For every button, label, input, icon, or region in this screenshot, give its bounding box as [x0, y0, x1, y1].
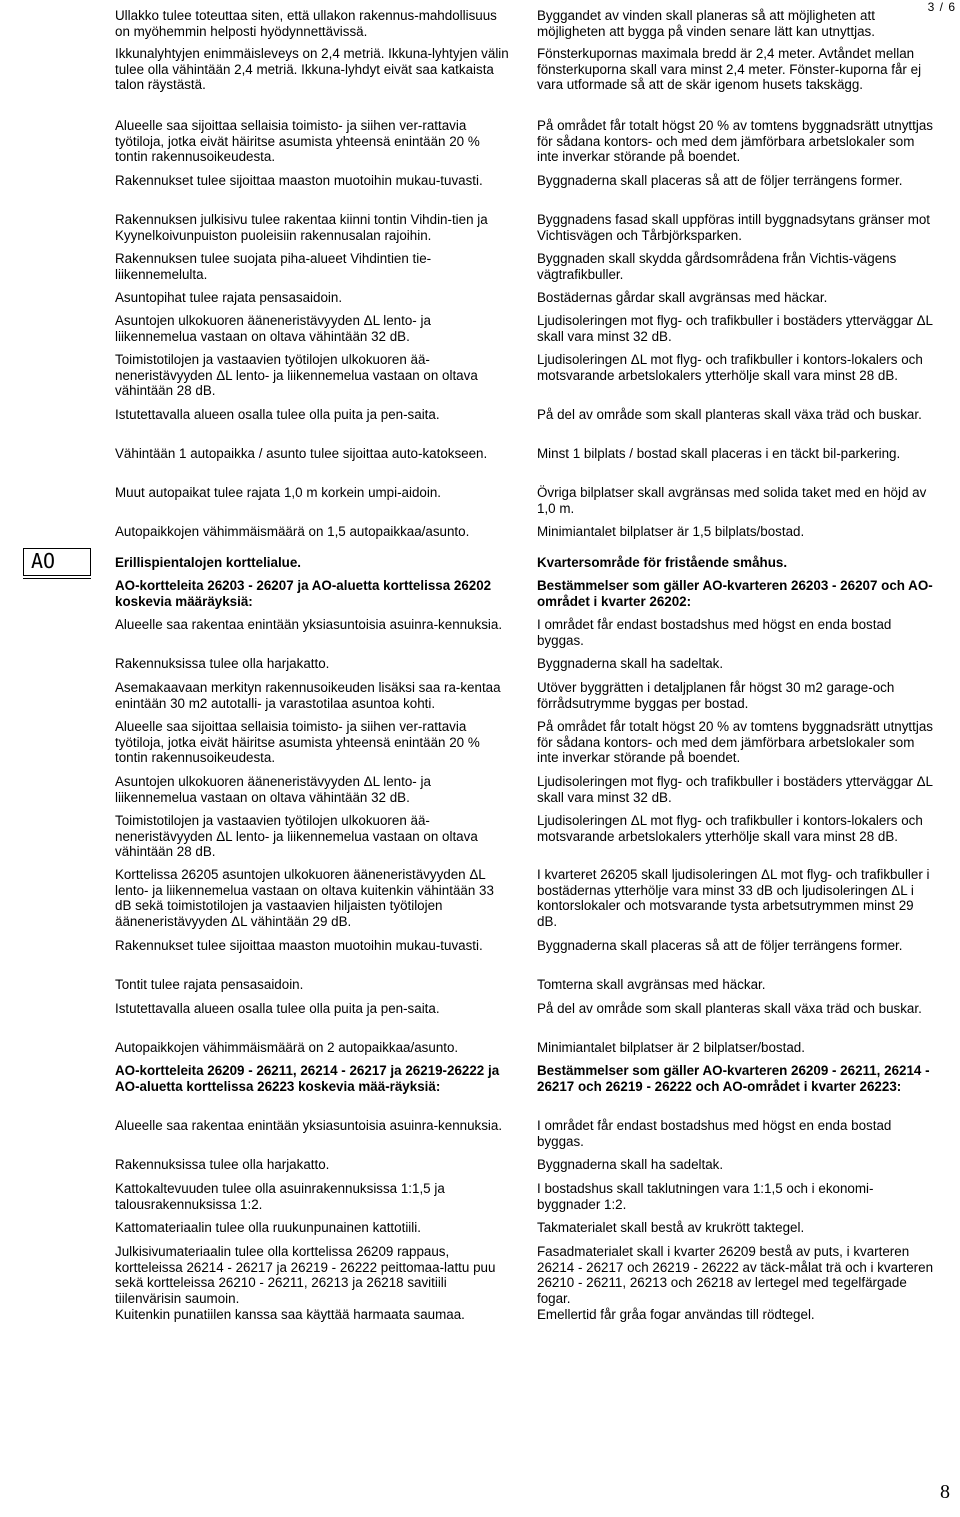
fi-paragraph: Rakennukset tulee sijoittaa maaston muotoihin mukau-tuvasti.: [115, 938, 483, 953]
fi-paragraph: Tontit tulee rajata pensasaidoin.: [115, 977, 304, 992]
sv-paragraph: På området får totalt högst 20 % av tomtens byggnadsrätt utnyttjas för sådana kontors- och med dem jämförbara arbetslokaler som inte inverkar störande på boendet.: [537, 719, 933, 766]
fi-paragraph: Toimistotilojen ja vastaavien työtilojen ulkokuoren ää-neneristävyyden ΔL lento- ja liikennemelua vastaan on oltava vähintään 28 dB.: [115, 813, 478, 860]
fi-paragraph: Kattomateriaalin tulee olla ruukunpunainen kattotiili.: [115, 1220, 421, 1235]
fi-paragraph: Muut autopaikat tulee rajata 1,0 m korkein umpi-aidoin.: [115, 485, 442, 500]
fi-paragraph: Rakennuksissa tulee olla harjakatto.: [115, 656, 330, 671]
fi-paragraph: Toimistotilojen ja vastaavien työtilojen ulkokuoren ää-neneristävyyden ΔL lento- ja liikennemelua vastaan on oltava vähintään 28 dB.: [115, 352, 478, 399]
sv-paragraph: Tomterna skall avgränsas med häckar.: [537, 977, 766, 992]
sv-paragraph: Byggandet av vinden skall planeras så att möjligheten att möjligheten att bygga på vinden senare lätt kan utnyttjas.: [537, 8, 875, 39]
fi-paragraph: Julkisivumateriaalin tulee olla korttelissa 26209 rappaus, kortteleissa 26214 - 26217 ja 26219 - 26222 peittomaa-lattu puu sekä kortteleissa 26210 - 26211, 26213 ja 26218 savitiili tiilenvärisin saumoin.: [115, 1244, 496, 1306]
sv-ao-title: Kvartersområde för fristående småhus.: [537, 555, 788, 570]
fi-paragraph: Autopaikkojen vähimmäismäärä on 2 autopaikkaa/asunto.: [115, 1040, 459, 1055]
fi-paragraph: Istutettavalla alueen osalla tulee olla puita ja pen-saita.: [115, 1001, 440, 1016]
sv-paragraph: I området får endast bostadshus med högst en enda bostad byggas.: [537, 1118, 892, 1149]
sv-paragraph: I kvarteret 26205 skall ljudisoleringen ΔL mot flyg- och trafikbuller i bostädernas ytterhölje vara minst 33 dB och ljudisoleringen ΔL i kontorslokaler och motsvarande tysta arbetsutrymmen minst 29 dB.: [537, 867, 930, 929]
sv-paragraph: Byggnadens fasad skall uppföras intill byggnadsytans gränser mot Vichtisvägen och Tårbjörksparken.: [537, 212, 931, 243]
sheet-number: 8: [940, 1481, 950, 1503]
sv-paragraph: Ljudisoleringen ΔL mot flyg- och trafikbuller i kontors-lokalers och motsvarande arbetslokalers ytterhölje skall vara minst 28 dB.: [537, 352, 923, 383]
sv-paragraph: Minimiantalet bilplatser är 2 bilplatser/bostad.: [537, 1040, 805, 1055]
fi-paragraph: Alueelle saa sijoittaa sellaisia toimisto- ja siihen ver-rattavia työtiloja, jotka eivät häiritse asumista yhteensä enintään 20 % tontin rakennusoikeudesta.: [115, 118, 480, 165]
fi-paragraph: Asemakaavaan merkityn rakennusoikeuden lisäksi saa ra-kentaa enintään 30 m2 autotalli- ja varastotilaa asuntoa kohti.: [115, 680, 501, 711]
fi-paragraph: Rakennuksissa tulee olla harjakatto.: [115, 1157, 330, 1172]
sv-paragraph: Byggnaderna skall ha sadeltak.: [537, 656, 724, 671]
sv-block2-heading: Bestämmelser som gäller AO-kvarteren 26209 - 26211, 26214 - 26217 och 26219 - 26222 och AO-området i kvarter 26223:: [537, 1063, 930, 1094]
fi-ao-title: Erillispientalojen korttelialue.: [115, 555, 302, 570]
sv-paragraph: Minst 1 bilplats / bostad skall placeras i en täckt bil-parkering.: [537, 446, 901, 461]
sv-paragraph: Bostädernas gårdar skall avgränsas med häckar.: [537, 290, 828, 305]
fi-paragraph: Alueelle saa sijoittaa sellaisia toimisto- ja siihen ver-rattavia työtiloja, jotka eivät häiritse asumista yhteensä enintään 20 % tontin rakennusoikeudesta.: [115, 719, 480, 766]
fi-paragraph: Istutettavalla alueen osalla tulee olla puita ja pen-saita.: [115, 407, 440, 422]
fi-block2-heading: AO-kortteleita 26209 - 26211, 26214 - 26217 ja 26219-26222 ja AO-aluetta korttelissa 26223 koskevia mää-räyksiä:: [115, 1063, 500, 1094]
fi-paragraph: Kattokaltevuuden tulee olla asuinrakennuksissa 1:1,5 ja talousrakennuksissa 1:2.: [115, 1181, 445, 1212]
sv-paragraph: På del av område som skall planteras skall växa träd och buskar.: [537, 1001, 922, 1016]
zone-underline: [23, 578, 91, 579]
fi-paragraph: Autopaikkojen vähimmäismäärä on 1,5 autopaikkaa/asunto.: [115, 524, 470, 539]
fi-paragraph: Alueelle saa rakentaa enintään yksiasuntoisia asuinra-kennuksia.: [115, 1118, 503, 1133]
sv-paragraph: Fasadmaterialet skall i kvarter 26209 bestå av puts, i kvarteren 26214 - 26217 och 26219 - 26222 av täck-målat trä och i kvarteren 26210 - 26211, 26213 och 26218 av lertegel med tegelfärgade fogar.: [537, 1244, 934, 1306]
zone-label-ao: AO: [23, 548, 91, 576]
page-indicator: 3 / 6: [927, 0, 956, 14]
sv-paragraph: Fönsterkupornas maximala bredd är 2,4 meter. Avtåndet mellan fönsterkuporna skall vara minst 2,4 meter. Fönster-kuporna får ej vara utformade så att de skär igenom husets takskägg.: [537, 46, 922, 93]
sv-paragraph: Byggnaderna skall placeras så att de följer terrängens former.: [537, 938, 903, 953]
fi-block1-heading: AO-kortteleita 26203 - 26207 ja AO-aluetta korttelissa 26202 koskevia määräyksiä:: [115, 578, 492, 609]
sv-paragraph: Takmaterialet skall bestå av krukrött taktegel.: [537, 1220, 805, 1235]
sv-paragraph: Ljudisoleringen mot flyg- och trafikbuller i bostäders ytterväggar ΔL skall vara minst 32 dB.: [537, 313, 933, 344]
sv-paragraph: Övriga bilplatser skall avgränsas med solida taket med en höjd av 1,0 m.: [537, 485, 927, 516]
fi-paragraph: Rakennukset tulee sijoittaa maaston muotoihin mukau-tuvasti.: [115, 173, 483, 188]
fi-paragraph: Asuntojen ulkokuoren ääneneristävyyden ΔL lento- ja liikennemelua vastaan on oltava vähintään 32 dB.: [115, 313, 431, 344]
fi-paragraph: Ullakko tulee toteuttaa siten, että ullakon rakennus-mahdollisuus on myöhemmin helposti hyödynnettävissä.: [115, 8, 497, 39]
fi-paragraph: Asuntopihat tulee rajata pensasaidoin.: [115, 290, 343, 305]
fi-paragraph: Rakennuksen julkisivu tulee rakentaa kiinni tontin Vihdin-tien ja Kyynelkoivunpuiston puoleisiin rakennusalan rajoihin.: [115, 212, 488, 243]
sv-paragraph: Utöver byggrätten i detaljplanen får högst 30 m2 garage-och förrådsutrymme byggas per bostad.: [537, 680, 895, 711]
sv-block1-heading: Bestämmelser som gäller AO-kvarteren 26203 - 26207 och AO-området i kvarter 26202:: [537, 578, 933, 609]
sv-paragraph: Byggnaderna skall placeras så att de följer terrängens former.: [537, 173, 903, 188]
sv-paragraph: På området får totalt högst 20 % av tomtens byggnadsrätt utnyttjas för sådana kontors- och med dem jämförbara arbetslokaler som inte inverkar störande på boendet.: [537, 118, 933, 165]
fi-paragraph: Vähintään 1 autopaikka / asunto tulee sijoittaa auto-katokseen.: [115, 446, 488, 461]
sv-paragraph: I området får endast bostadshus med högst en enda bostad byggas.: [537, 617, 892, 648]
fi-paragraph: Ikkunalyhtyjen enimmäisleveys on 2,4 metriä. Ikkuna-lyhtyjen välin tulee olla vähintään 2,4 metriä. Ikkuna-lyhdyt eivät saa katkaista talon räystästä.: [115, 46, 509, 93]
fi-paragraph: Korttelissa 26205 asuntojen ulkokuoren ääneneristävyyden ΔL lento- ja liikennemelua vastaan on oltava kuitenkin vähintään 33 dB sekä toimistotilojen ja vastaavien hiljaisten työtilojen ääneneristävyyden ΔL vähintään 29 dB.: [115, 867, 494, 929]
sv-paragraph: På del av område som skall planteras skall växa träd och buskar.: [537, 407, 922, 422]
sv-paragraph: Emellertid får gråa fogar användas till rödtegel.: [537, 1307, 815, 1322]
sv-paragraph: I bostadshus skall taklutningen vara 1:1,5 och i ekonomi-byggnader 1:2.: [537, 1181, 874, 1212]
sv-paragraph: Ljudisoleringen ΔL mot flyg- och trafikbuller i kontors-lokalers och motsvarande arbetslokalers ytterhölje skall vara minst 28 dB.: [537, 813, 923, 844]
fi-paragraph: Kuitenkin punatiilen kanssa saa käyttää harmaata saumaa.: [115, 1307, 465, 1322]
sv-paragraph: Minimiantalet bilplatser är 1,5 bilplats/bostad.: [537, 524, 805, 539]
fi-paragraph: Rakennuksen tulee suojata piha-alueet Vihdintien tie-liikennemelulta.: [115, 251, 432, 282]
sv-paragraph: Byggnaden skall skydda gårdsområdena från Vichtis-vägens vägtrafikbuller.: [537, 251, 897, 282]
sv-paragraph: Byggnaderna skall ha sadeltak.: [537, 1157, 724, 1172]
fi-paragraph: Asuntojen ulkokuoren ääneneristävyyden ΔL lento- ja liikennemelua vastaan on oltava vähintään 32 dB.: [115, 774, 431, 805]
fi-paragraph: Alueelle saa rakentaa enintään yksiasuntoisia asuinra-kennuksia.: [115, 617, 503, 632]
sv-paragraph: Ljudisoleringen mot flyg- och trafikbuller i bostäders ytterväggar ΔL skall vara minst 32 dB.: [537, 774, 933, 805]
